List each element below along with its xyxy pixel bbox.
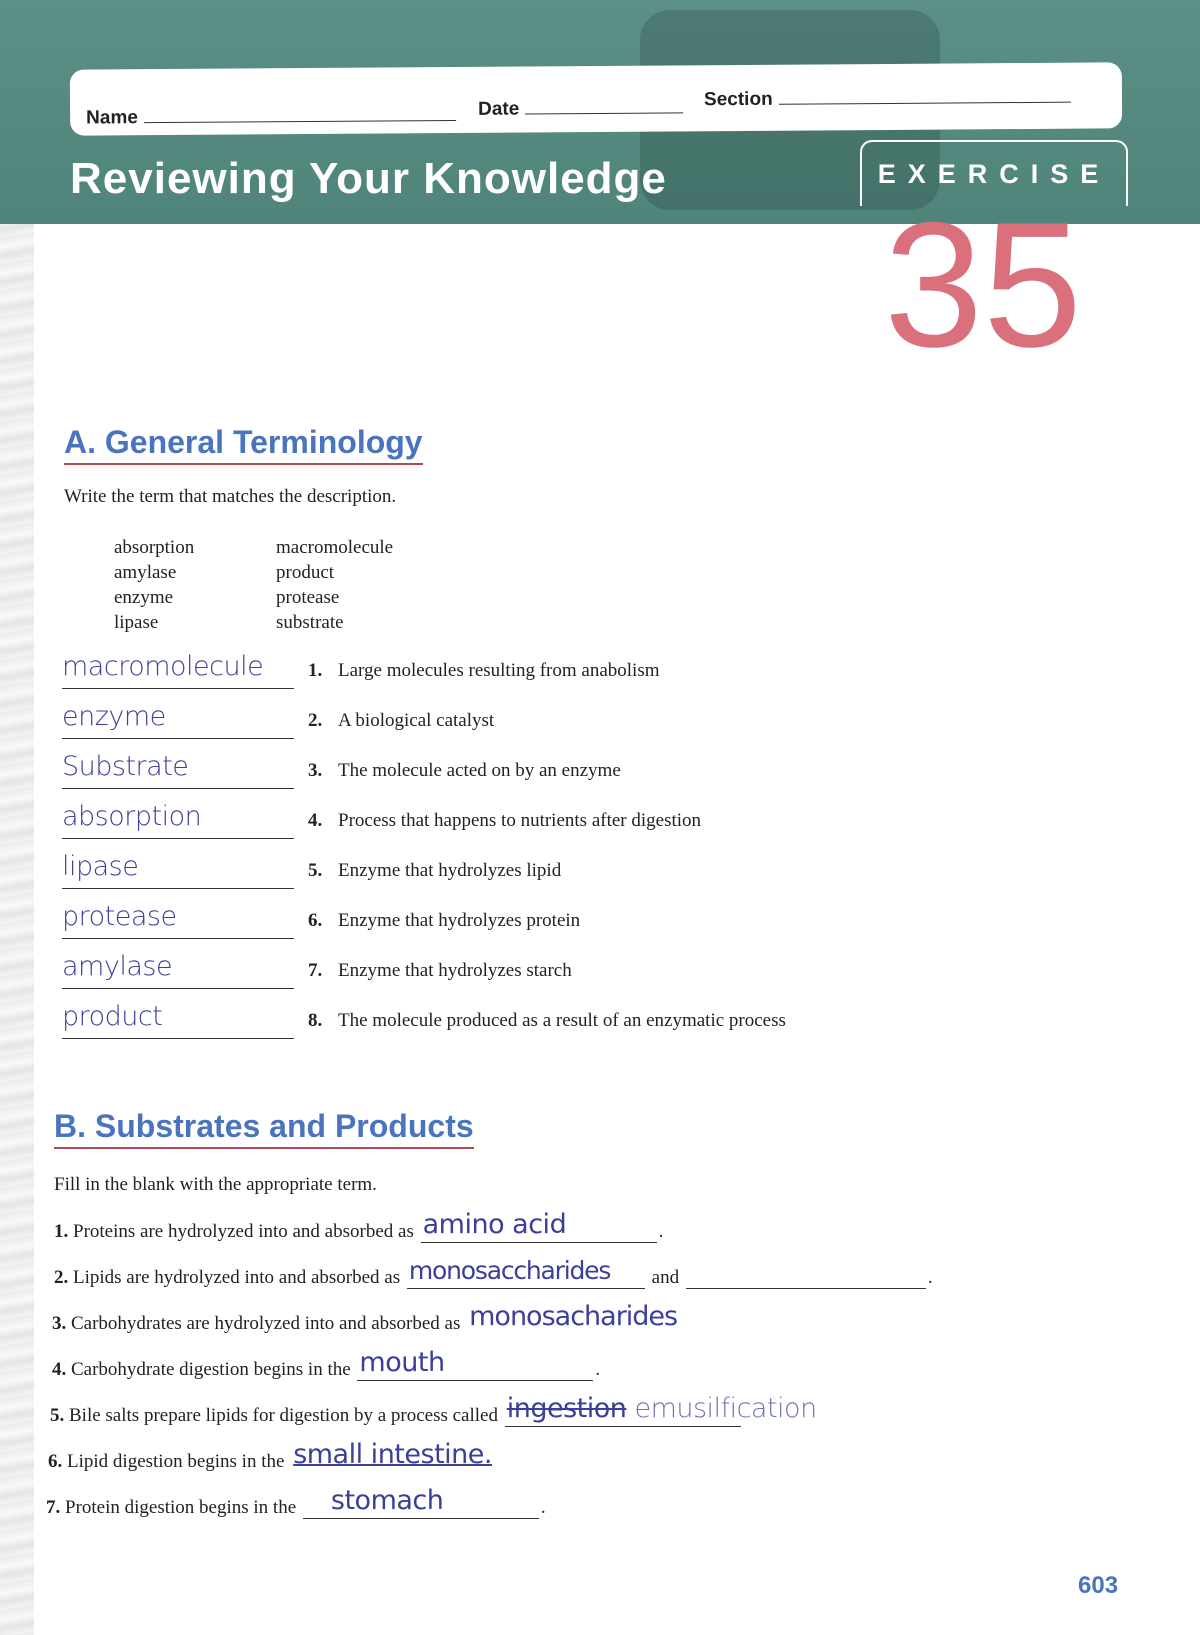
item-description: Enzyme that hydrolyzes starch — [338, 960, 572, 981]
question-text: Carbohydrates are hydrolyzed into and absorbed as — [71, 1313, 461, 1334]
fill-question-2: 2. Lipids are hydrolyzed into and absorbed as monosaccharides and . — [54, 1256, 933, 1288]
item-number: 8. — [308, 1010, 323, 1031]
item-number: 4. — [308, 810, 323, 831]
word-bank-term: amylase — [114, 562, 177, 583]
section-a-heading: A. General Terminology — [64, 424, 423, 465]
answer-blank[interactable] — [303, 1486, 539, 1519]
answer-field[interactable]: enzyme — [62, 698, 294, 739]
handwritten-answer: monosacharides — [469, 1301, 678, 1332]
section-b-heading: B. Substrates and Products — [54, 1108, 474, 1149]
question-number: 3. — [52, 1313, 67, 1334]
answer-field[interactable]: amylase — [62, 948, 294, 989]
answer-field[interactable]: absorption — [62, 798, 294, 839]
word-bank-term: protease — [276, 587, 340, 608]
question-text: Lipids are hydrolyzed into and absorbed as — [73, 1267, 401, 1288]
question-number: 1. — [54, 1221, 69, 1242]
word-bank-term: substrate — [276, 612, 344, 633]
item-description: Enzyme that hydrolyzes lipid — [338, 860, 562, 881]
answer-blank[interactable] — [505, 1393, 817, 1427]
item-number: 6. — [308, 910, 323, 931]
item-number: 1. — [308, 660, 323, 681]
answer-blank[interactable] — [467, 1302, 707, 1335]
page-title: Reviewing Your Knowledge — [70, 154, 667, 203]
fill-question-3 — [52, 1302, 709, 1342]
answer-field[interactable]: macromolecule — [62, 648, 294, 689]
item-description: A biological catalyst — [338, 710, 495, 731]
answer-blank[interactable] — [357, 1348, 593, 1381]
answer-blank-2[interactable] — [686, 1256, 926, 1289]
item-description: Process that happens to nutrients after digestion — [338, 810, 702, 831]
answer-field[interactable]: Substrate — [62, 748, 294, 789]
word-bank-term: absorption — [114, 537, 195, 558]
question-number: 6. — [48, 1451, 63, 1472]
handwritten-answer: mouth — [359, 1347, 445, 1378]
fill-question-5 — [50, 1393, 817, 1434]
section-a-instruction: Write the term that matches the description. — [64, 486, 397, 507]
section-field[interactable]: Section — [704, 87, 1071, 112]
answer-field[interactable]: product — [62, 998, 294, 1039]
question-number: 4. — [52, 1359, 67, 1380]
date-field[interactable]: Date — [478, 97, 683, 120]
exercise-number: 35 — [884, 185, 1082, 384]
name-date-section-bar — [70, 62, 1122, 135]
handwritten-answer: monosaccharides — [408, 1256, 611, 1285]
word-bank-term: enzyme — [114, 587, 174, 608]
answer-blank[interactable] — [407, 1256, 645, 1289]
question-text: Proteins are hydrolyzed into and absorbed as — [73, 1221, 414, 1242]
item-description: The molecule produced as a result of an enzymatic process — [338, 1010, 786, 1031]
item-description: Enzyme that hydrolyzes protein — [338, 910, 581, 931]
fill-question-7: 7. Protein digestion begins in the stomach . — [46, 1485, 546, 1518]
fill-question-1: 1. Proteins are hydrolyzed into and absorbed as amino acid . — [54, 1209, 664, 1242]
word-bank-column-2 — [276, 535, 456, 635]
question-number: 2. — [54, 1267, 69, 1288]
word-bank-term: lipase — [114, 612, 159, 633]
question-number: 5. — [50, 1405, 65, 1426]
question-text: Bile salts prepare lipids for digestion by a process called — [69, 1405, 498, 1426]
question-text: Protein digestion begins in the — [65, 1497, 297, 1518]
handwritten-answer: emusilfication — [634, 1393, 817, 1424]
answer-blank[interactable] — [291, 1440, 527, 1473]
question-text: Lipid digestion begins in the — [67, 1451, 285, 1472]
spiral-binding-edge — [0, 0, 34, 1635]
fill-question-6 — [48, 1440, 529, 1480]
struck-answer: ingestion — [506, 1393, 627, 1424]
word-bank-term: macromolecule — [276, 537, 394, 558]
handwritten-answer: amino acid — [422, 1209, 567, 1240]
item-number: 2. — [308, 710, 323, 731]
item-number: 5. — [308, 860, 323, 881]
exercise-label: EXERCISE — [860, 140, 1128, 206]
fill-question-4: 4. Carbohydrate digestion begins in the mouth . — [52, 1347, 601, 1380]
item-number: 3. — [308, 760, 323, 781]
name-field[interactable]: Name — [86, 105, 456, 130]
handwritten-answer: stomach — [330, 1485, 444, 1516]
item-description: Large molecules resulting from anabolism — [338, 660, 660, 681]
item-number: 7. — [308, 960, 323, 981]
answer-field[interactable]: lipase — [62, 848, 294, 889]
question-text: Carbohydrate digestion begins in the — [71, 1359, 351, 1380]
answer-blank[interactable] — [421, 1210, 657, 1243]
handwritten-answer: small intestine. — [293, 1439, 492, 1470]
answer-field[interactable]: protease — [62, 898, 294, 939]
question-number: 7. — [46, 1497, 61, 1518]
page-number: 603 — [1078, 1572, 1119, 1599]
word-bank-column-1 — [114, 535, 294, 635]
section-b-instruction: Fill in the blank with the appropriate term. — [54, 1174, 377, 1195]
item-description: The molecule acted on by an enzyme — [338, 760, 621, 781]
word-bank-term: product — [276, 562, 335, 583]
